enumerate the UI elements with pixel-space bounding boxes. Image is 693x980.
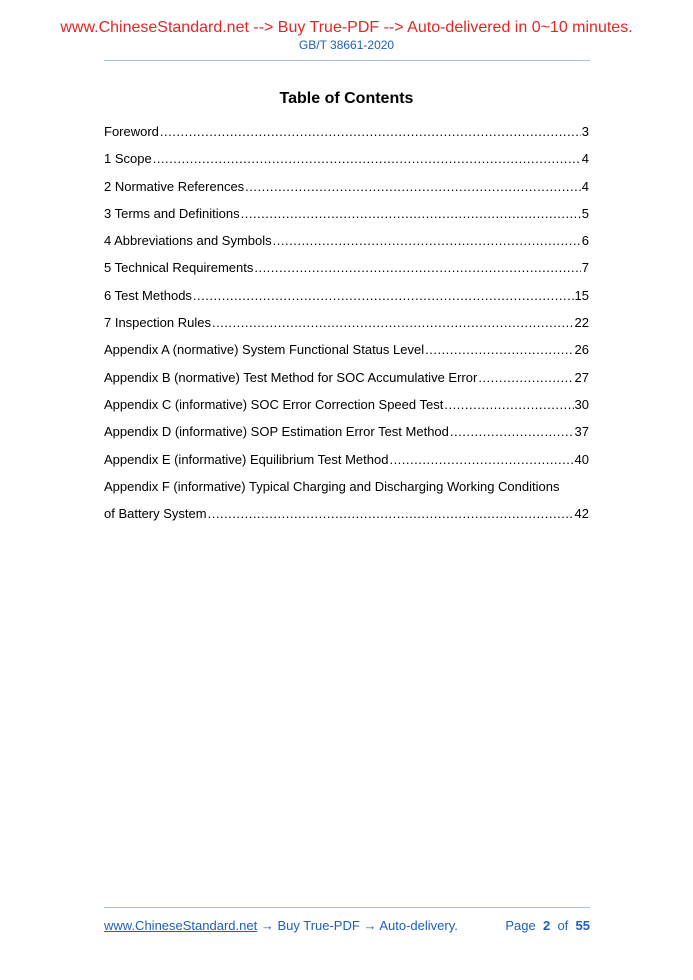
toc-entry-scope[interactable] bbox=[104, 145, 589, 172]
toc-entry-appendix-f-line1[interactable] bbox=[104, 473, 589, 500]
footer-delivery-text: Auto-delivery. bbox=[379, 918, 458, 933]
toc-entry-label: Appendix F (informative) Typical Charging and Discharging Working Conditions bbox=[104, 478, 560, 494]
toc-entry-inspection-rules[interactable] bbox=[104, 309, 589, 336]
toc-entry-label: 3 Terms and Definitions bbox=[104, 205, 240, 221]
toc-entry-page: 42 bbox=[574, 506, 589, 522]
header-divider bbox=[104, 60, 590, 61]
dot-leader bbox=[450, 418, 574, 445]
toc-entry-test-methods[interactable] bbox=[104, 282, 589, 309]
dot-leader bbox=[212, 309, 574, 336]
toc-entry-page: 4 bbox=[581, 178, 589, 194]
toc-entry-appendix-b[interactable] bbox=[104, 364, 589, 391]
table-of-contents bbox=[104, 118, 589, 527]
dot-leader bbox=[160, 118, 581, 145]
toc-entry-page: 15 bbox=[574, 287, 589, 303]
toc-entry-label: Appendix D (informative) SOP Estimation Error Test Method bbox=[104, 424, 449, 440]
toc-entry-label: of Battery System bbox=[104, 506, 207, 522]
toc-entry-appendix-d[interactable] bbox=[104, 418, 589, 445]
dot-leader bbox=[273, 227, 581, 254]
arrow-right-icon: → bbox=[260, 918, 274, 933]
toc-entry-page: 27 bbox=[574, 369, 589, 385]
footer-buy-text: Buy True-PDF bbox=[277, 918, 360, 933]
toc-entry-label: 5 Technical Requirements bbox=[104, 260, 254, 276]
toc-entry-label: 2 Normative References bbox=[104, 178, 245, 194]
page-current: 2 bbox=[542, 918, 551, 933]
toc-entry-appendix-e[interactable] bbox=[104, 446, 589, 473]
dot-leader bbox=[444, 391, 573, 418]
toc-entry-page: 7 bbox=[581, 260, 589, 276]
arrow-right-icon: → bbox=[363, 918, 377, 933]
toc-entry-label: Appendix B (normative) Test Method for SOC Accumulative Error bbox=[104, 369, 478, 385]
toc-entry-page: 6 bbox=[581, 233, 589, 249]
promo-banner[interactable]: www.ChineseStandard.net --> Buy True-PDF --> Auto-delivered in 0~10 minutes. bbox=[60, 19, 633, 36]
toc-entry-page: 37 bbox=[574, 424, 589, 440]
toc-entry-label: 1 Scope bbox=[104, 151, 152, 167]
page-footer bbox=[104, 918, 590, 933]
toc-entry-label: Appendix A (normative) System Functional Status Level bbox=[104, 342, 425, 358]
toc-entry-label: Foreword bbox=[104, 124, 159, 139]
toc-title: Table of Contents bbox=[279, 90, 414, 107]
page-word: Page bbox=[505, 918, 536, 933]
toc-entry-terms-definitions[interactable] bbox=[104, 200, 589, 227]
toc-entry-label: Appendix E (informative) Equilibrium Test Method bbox=[104, 451, 389, 467]
page-total: 55 bbox=[575, 918, 590, 933]
toc-entry-label: 7 Inspection Rules bbox=[104, 315, 211, 331]
toc-entry-foreword[interactable] bbox=[104, 118, 589, 145]
standard-code: GB/T 38661-2020 bbox=[298, 38, 395, 52]
toc-entry-label: 6 Test Methods bbox=[104, 287, 192, 303]
toc-entry-appendix-a[interactable] bbox=[104, 336, 589, 363]
toc-entry-technical-requirements[interactable] bbox=[104, 254, 589, 281]
toc-entry-appendix-c[interactable] bbox=[104, 391, 589, 418]
toc-entry-appendix-f-line2[interactable] bbox=[104, 500, 589, 527]
footer-site-link[interactable]: www.ChineseStandard.net bbox=[104, 918, 258, 933]
page-indicator bbox=[505, 918, 590, 933]
dot-leader bbox=[208, 500, 574, 527]
toc-entry-page: 4 bbox=[581, 151, 589, 167]
toc-entry-abbreviations-symbols[interactable] bbox=[104, 227, 589, 254]
dot-leader bbox=[245, 173, 581, 200]
dot-leader bbox=[478, 364, 573, 391]
dot-leader bbox=[254, 254, 580, 281]
toc-entry-label: Appendix C (informative) SOC Error Correction Speed Test bbox=[104, 396, 444, 412]
toc-entry-page: 3 bbox=[581, 124, 589, 139]
toc-entry-normative-references[interactable] bbox=[104, 173, 589, 200]
footer-divider bbox=[104, 907, 590, 908]
toc-entry-page: 30 bbox=[574, 396, 589, 412]
toc-entry-page: 26 bbox=[574, 342, 589, 358]
dot-leader bbox=[389, 446, 573, 473]
toc-entry-label: 4 Abbreviations and Symbols bbox=[104, 233, 272, 249]
dot-leader bbox=[241, 200, 581, 227]
toc-entry-page: 40 bbox=[574, 451, 589, 467]
toc-entry-page: 5 bbox=[581, 205, 589, 221]
of-word: of bbox=[557, 918, 569, 933]
toc-entry-page: 22 bbox=[574, 315, 589, 331]
dot-leader bbox=[193, 282, 574, 309]
dot-leader bbox=[425, 336, 573, 363]
dot-leader bbox=[153, 145, 581, 172]
